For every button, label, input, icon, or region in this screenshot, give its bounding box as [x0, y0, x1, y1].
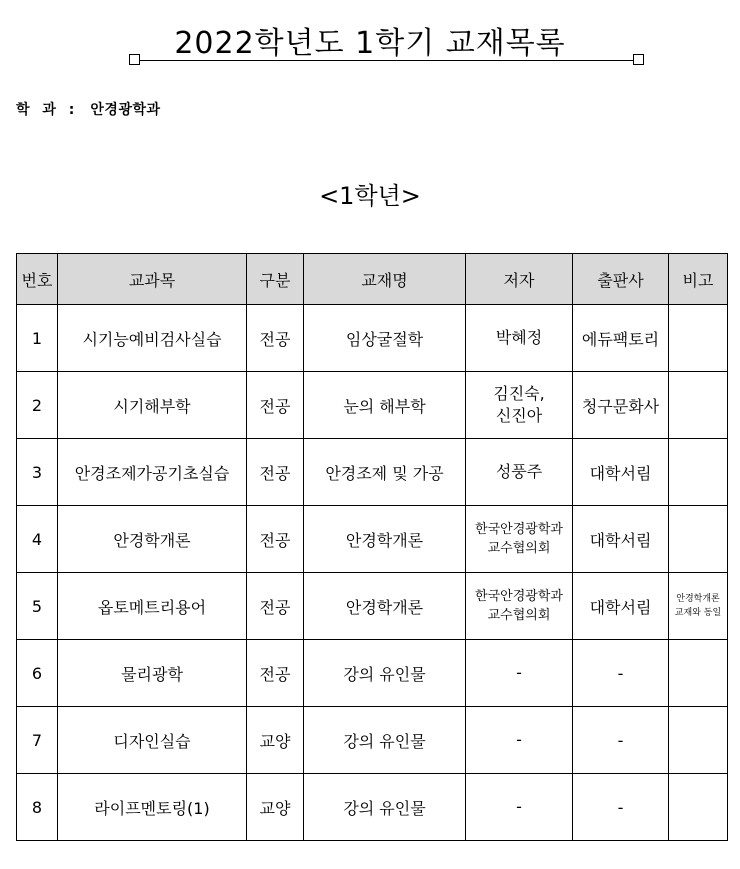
cell-author-text [475, 587, 563, 625]
cell-author [466, 506, 573, 573]
cell-number: 4 [17, 506, 58, 573]
cell-publisher: 대학서림 [573, 439, 669, 506]
cell-subject: 라이프멘토링(1) [58, 774, 247, 841]
cell-number: 2 [17, 372, 58, 439]
cell-number: 3 [17, 439, 58, 506]
table-row [17, 372, 728, 439]
cell-number: 7 [17, 707, 58, 774]
cell-category: 교양 [247, 774, 304, 841]
table-row [17, 774, 728, 841]
cell-author [466, 707, 573, 774]
cell-note-line2: 교재와 동일 [674, 608, 722, 618]
cell-author [466, 439, 573, 506]
title-underline [140, 60, 633, 61]
cell-subject: 안경학개론 [58, 506, 247, 573]
header-author: 저자 [466, 254, 573, 305]
cell-author [466, 774, 573, 841]
cell-category: 전공 [247, 506, 304, 573]
cell-note-line1: 안경학개론 [676, 594, 720, 604]
cell-textbook: 임상굴절학 [304, 305, 466, 372]
cell-author-line2: 교수협의회 [487, 608, 551, 623]
header-number: 번호 [17, 254, 58, 305]
cell-category: 전공 [247, 305, 304, 372]
table-row [17, 439, 728, 506]
table-row [17, 707, 728, 774]
cell-note-text [675, 592, 721, 620]
cell-textbook: 안경조제 및 가공 [304, 439, 466, 506]
cell-textbook: 눈의 해부학 [304, 372, 466, 439]
cell-author-line2: 교수협의회 [487, 541, 551, 556]
cell-note [669, 573, 728, 640]
cell-author [466, 372, 573, 439]
department-value: 안경광학과 [90, 102, 161, 118]
cell-author-line1: - [516, 797, 522, 816]
cell-category: 전공 [247, 573, 304, 640]
title-underline-right-box [633, 54, 644, 65]
table-header-row [17, 254, 728, 305]
cell-textbook: 안경학개론 [304, 506, 466, 573]
cell-author-text [516, 796, 522, 818]
cell-subject: 물리광학 [58, 640, 247, 707]
cell-subject: 옵토메트리용어 [58, 573, 247, 640]
header-textbook: 교재명 [304, 254, 466, 305]
cell-textbook: 안경학개론 [304, 573, 466, 640]
cell-author-line1: - [516, 730, 522, 749]
cell-author-line1: 성풍주 [495, 462, 543, 481]
table-row [17, 506, 728, 573]
cell-author-text [516, 662, 522, 684]
cell-author-line1: 한국안경광학과 [475, 589, 563, 604]
header-subject: 교과목 [58, 254, 247, 305]
cell-note [669, 707, 728, 774]
cell-textbook: 강의 유인물 [304, 774, 466, 841]
cell-category: 전공 [247, 439, 304, 506]
cell-author-text [496, 327, 542, 349]
department-label: 학 과 : [16, 102, 79, 118]
cell-note [669, 372, 728, 439]
cell-publisher: - [573, 774, 669, 841]
cell-subject: 시기능예비검사실습 [58, 305, 247, 372]
cell-number: 8 [17, 774, 58, 841]
cell-note [669, 305, 728, 372]
cell-note [669, 774, 728, 841]
cell-author-text [475, 520, 563, 558]
cell-note [669, 506, 728, 573]
cell-subject: 시기해부학 [58, 372, 247, 439]
cell-author [466, 573, 573, 640]
cell-number: 5 [17, 573, 58, 640]
cell-category: 교양 [247, 707, 304, 774]
textbook-table [16, 253, 728, 841]
cell-author [466, 305, 573, 372]
cell-author-text [493, 383, 544, 427]
cell-publisher: 대학서림 [573, 573, 669, 640]
cell-author-line1: 한국안경광학과 [475, 522, 563, 537]
table-row [17, 640, 728, 707]
cell-author-text [496, 461, 542, 483]
document-title: 2022학년도 1학기 교재목록 [174, 26, 566, 61]
title-underline-left-box [129, 54, 140, 65]
header-note: 비고 [669, 254, 728, 305]
cell-publisher: - [573, 707, 669, 774]
cell-publisher: 대학서림 [573, 506, 669, 573]
cell-author-line1: - [516, 663, 522, 682]
cell-category: 전공 [247, 640, 304, 707]
cell-author-line1: 김진숙, [493, 384, 545, 403]
department-line [16, 99, 161, 119]
cell-number: 1 [17, 305, 58, 372]
table-row [17, 305, 728, 372]
cell-publisher: - [573, 640, 669, 707]
header-category: 구분 [247, 254, 304, 305]
cell-note [669, 439, 728, 506]
cell-author-line2: 신진아 [495, 406, 543, 425]
cell-category: 전공 [247, 372, 304, 439]
cell-author [466, 640, 573, 707]
header-publisher: 출판사 [573, 254, 669, 305]
cell-author-text [516, 729, 522, 751]
cell-number: 6 [17, 640, 58, 707]
cell-textbook: 강의 유인물 [304, 707, 466, 774]
cell-note [669, 640, 728, 707]
year-heading: <1학년> [319, 182, 421, 210]
cell-subject: 안경조제가공기초실습 [58, 439, 247, 506]
cell-author-line1: 박혜정 [495, 328, 543, 347]
cell-publisher: 에듀팩토리 [573, 305, 669, 372]
cell-textbook: 강의 유인물 [304, 640, 466, 707]
table-row [17, 573, 728, 640]
cell-publisher: 청구문화사 [573, 372, 669, 439]
cell-subject: 디자인실습 [58, 707, 247, 774]
